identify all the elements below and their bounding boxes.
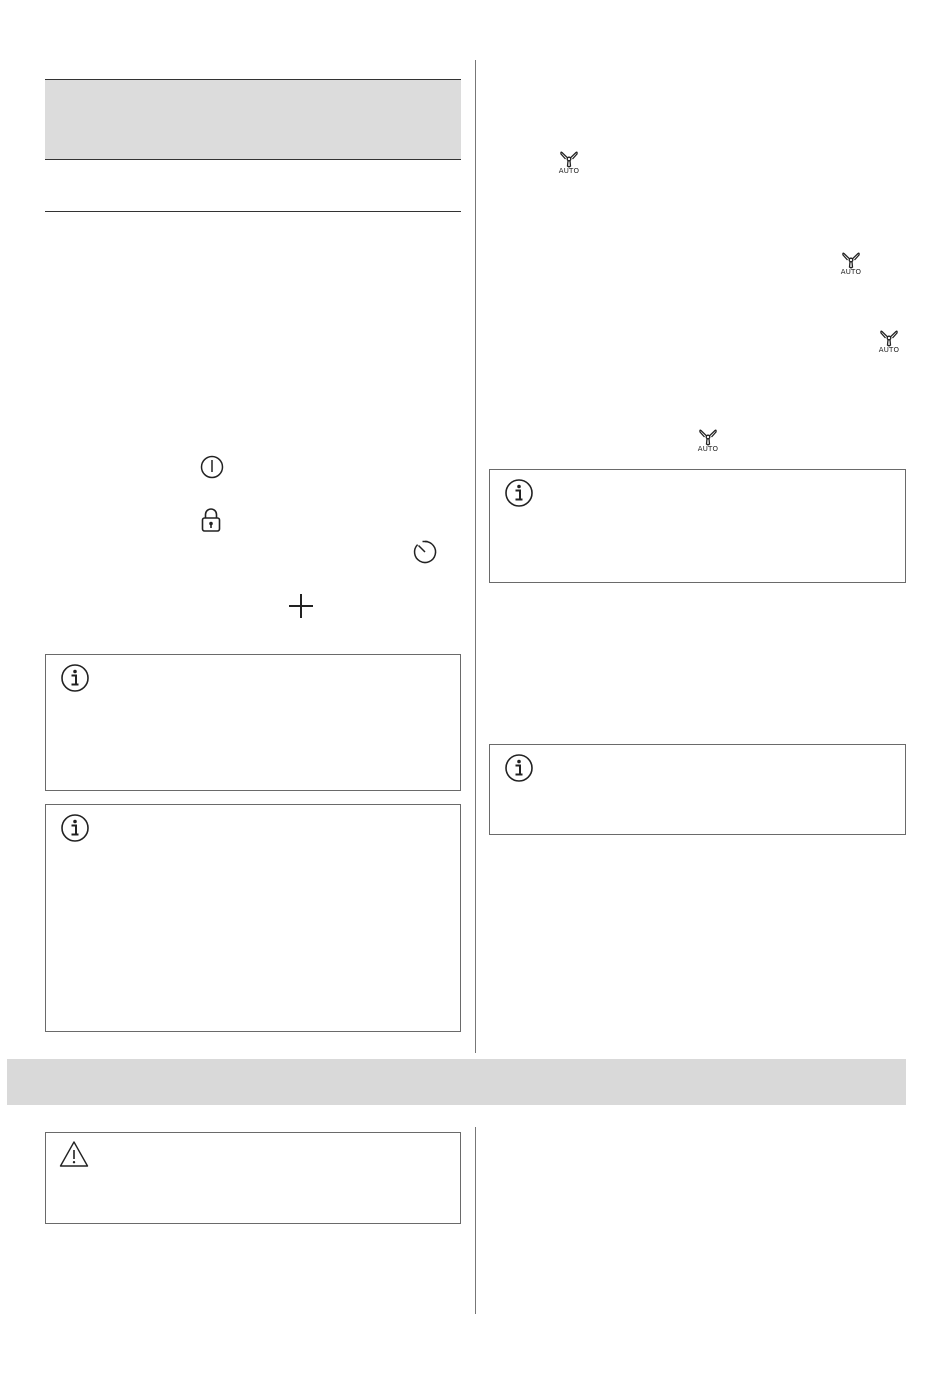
lock-icon (200, 506, 222, 534)
power-icon (200, 455, 224, 479)
fan-auto-label: AUTO (878, 346, 900, 354)
fan-auto-icon (838, 251, 864, 279)
table-header-rule (45, 159, 461, 160)
fan-auto-label: AUTO (840, 268, 862, 276)
info-icon (60, 813, 90, 843)
fan-auto-icon (695, 428, 721, 456)
section-heading-band (7, 1059, 906, 1105)
timer-icon (412, 539, 438, 565)
fan-auto-icon (556, 150, 582, 178)
warning-note-box (45, 1132, 461, 1224)
info-icon (504, 478, 534, 508)
info-icon (504, 753, 534, 783)
info-icon (60, 663, 90, 693)
fan-auto-label: AUTO (697, 445, 719, 453)
plus-icon (288, 593, 314, 619)
column-divider-bottom (475, 1127, 476, 1314)
table-bottom-rule (45, 211, 461, 212)
fan-auto-label: AUTO (558, 167, 580, 175)
warning-icon (58, 1139, 90, 1169)
info-note-box-1 (45, 654, 461, 791)
info-note-box-3 (489, 469, 906, 583)
table-header-band (45, 80, 461, 159)
column-divider-top (475, 60, 476, 1053)
info-note-box-2 (45, 804, 461, 1032)
fan-auto-icon (876, 329, 902, 357)
info-note-box-4 (489, 744, 906, 835)
